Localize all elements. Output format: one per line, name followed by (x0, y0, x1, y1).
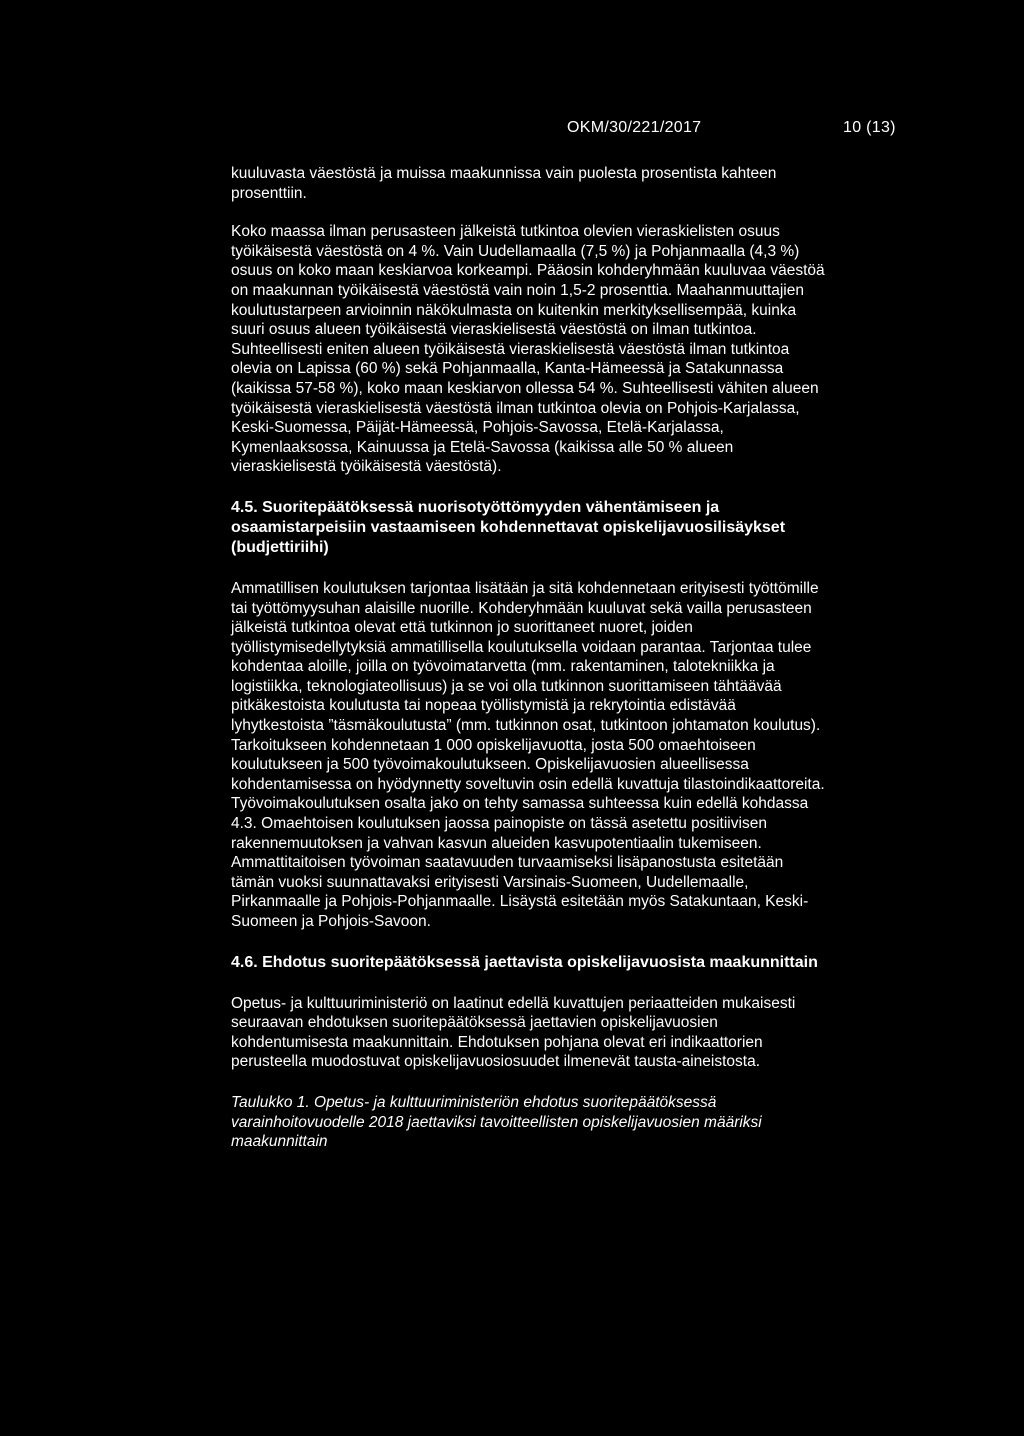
text-line: olevia on Lapissa (60 %) sekä Pohjanmaalla, Kanta-Hämeessä ja Satakunnassa (231, 360, 784, 378)
text-line: kohdentumisesta maakunnittain. Ehdotuksen pohjana olevat eri indikaattorien (231, 1033, 763, 1051)
text-line: työikäisestä vieraskielisestä väestöstä ilman tutkintoa olevia on Pohjois-Karjalassa, (231, 399, 800, 417)
text-line: logistiikka, teknologiateollisuus) ja se voi olla tutkinnon suorittamiseen tähtäävää (231, 677, 782, 695)
text-line: 4.3. Omaehtoisen koulutuksen jaossa painopiste on tässä asetettu positiivisen (231, 815, 767, 833)
text-line: Ammatillisen koulutuksen tarjontaa lisätään ja sitä kohdennetaan erityisesti työttömille (231, 579, 819, 597)
text-line: osuus on koko maan keskiarvoa korkeampi. Pääosin kohderyhmään kuuluvaa väestöä (231, 262, 825, 280)
text-line: Pirkanmaalle ja Pohjois-Pohjanmaalle. Lisäystä esitetään myös Satakuntaan, Keski- (231, 893, 809, 911)
text-line: (kaikissa 57-58 %), koko maan keskiarvon ollessa 54 %. Suhteellisesti vähiten alueen (231, 379, 819, 397)
section-heading-4-6 (231, 953, 931, 973)
document-body (231, 164, 931, 1152)
text-line: Työvoimakoulutuksen osalta jako on tehty samassa suhteessa kuin edellä kohdassa (231, 795, 809, 813)
heading-line: 4.6. Ehdotus suoritepäätöksessä jaettavista opiskelijavuosista maakunnittain (231, 953, 818, 971)
text-line: tai työttömyysuhan alaisille nuorille. Kohderyhmään kuuluvat sekä vailla perusasteen (231, 599, 812, 617)
text-line: Suhteellisesti eniten alueen työikäisestä vieraskielisestä väestöstä ilman tutkintoa (231, 340, 790, 358)
heading-line: 4.5. Suoritepäätöksessä nuorisotyöttömyyden vähentämiseen ja (231, 498, 720, 516)
caption-line: varainhoitovuodelle 2018 jaettaviksi tavoitteellisten opiskelijavuosien määriksi (231, 1113, 762, 1131)
text-line: tämän vuoksi suunnattavaksi erityisesti Varsinais-Suomeen, Uudellemaalle, (231, 873, 749, 891)
text-line: jälkeistä tutkintoa olevat että tutkinnon jo suorittaneet nuoret, joiden (231, 619, 693, 637)
text-line: kohdentamisessa on hyödynnetty soveltuvin osin edellä kuvattuja tilastoindikaattoreita. (231, 775, 825, 793)
text-line: Koko maassa ilman perusasteen jälkeistä tutkintoa olevien vieraskielisten osuus (231, 223, 780, 241)
text-line: Ammattitaitoisen työvoiman saatavuuden turvaamiseksi lisäpanostusta esitetään (231, 854, 784, 872)
text-line: perusteella muodostuvat opiskelijavuosiosuudet ilmenevät tausta-aineistosta. (231, 1053, 761, 1071)
text-line: työikäisestä väestöstä on 4 %. Vain Uudellamaalla (7,5 %) ja Pohjanmaalla (4,3 %) (231, 242, 800, 260)
text-line: pitkäkestoista koulutusta tai nopeaa työllistymistä ja rekrytointia edistävää (231, 697, 736, 715)
text-line: kohdentaa aloille, joilla on työvoimatarvetta (mm. rakentaminen, talotekniikka ja (231, 658, 775, 676)
paragraph-vocational-training (231, 579, 931, 932)
heading-line: osaamistarpeisiin vastaamiseen kohdennettavat opiskelijavuosilisäykset (231, 518, 786, 536)
text-line: rakennemuutoksen ja vahvan kasvun alueiden kasvupotentiaalin tukemiseen. (231, 834, 762, 852)
text-line: Opetus- ja kulttuuriministeriö on laatinut edellä kuvattujen periaatteiden mukaisesti (231, 994, 796, 1012)
paragraph-ministry-proposal (231, 994, 931, 1072)
paragraph-continuation (231, 164, 931, 203)
text-line: koulutustarpeen arvioinnin näkökulmasta on kuitenkin merkityksellisempää, kuinka (231, 301, 797, 319)
caption-line: maakunnittain (231, 1133, 328, 1151)
text-line: työllistymisedellytyksiä ammatillisella koulutuksella voidaan parantaa. Tarjontaa tulee (231, 638, 812, 656)
heading-line: (budjettiriihi) (231, 538, 329, 556)
page-number: 10 (13) (843, 119, 896, 136)
text-line: Kymenlaaksossa, Kainuussa ja Etelä-Savossa (kaikissa alle 50 % alueen (231, 438, 734, 456)
table-caption (231, 1093, 931, 1152)
section-heading-4-5 (231, 498, 931, 558)
text-line: lyhytkestoista ”täsmäkoulutusta” (mm. tutkinnon osat, tutkintoon johtamaton koulutus). (231, 717, 821, 735)
text-line: on maakunnan työikäisestä väestöstä vain noin 1,5-2 prosenttia. Maahanmuuttajien (231, 281, 804, 299)
text-line: suuri osuus alueen työikäisestä vieraskielisestä väestöstä on ilman tutkintoa. (231, 321, 757, 339)
caption-line: Taulukko 1. Opetus- ja kulttuuriministeriön ehdotus suoritepäätöksessä (231, 1093, 717, 1111)
text-line: vieraskielisestä työikäisestä väestöstä). (231, 458, 502, 476)
text-line: seuraavan ehdotuksen suoritepäätöksessä jaettavien opiskelijavuosien (231, 1014, 718, 1032)
text-line: koulutukseen ja 500 työvoimakoulutukseen. Opiskelijavuosien alueellisessa (231, 756, 749, 774)
text-line: Keski-Suomessa, Päijät-Hämeessä, Pohjois-Savossa, Etelä-Karjalassa, (231, 419, 724, 437)
text-line: Suomeen ja Pohjois-Savoon. (231, 913, 431, 930)
document-id: OKM/30/221/2017 (567, 119, 702, 136)
text-line: kuuluvasta väestöstä ja muissa maakunnissa vain puolesta prosentista kahteen (231, 165, 777, 182)
page-header (0, 118, 1024, 140)
text-line: prosenttiin. (231, 184, 307, 202)
paragraph-foreign-language-share (231, 222, 931, 477)
text-line: Tarkoitukseen kohdennetaan 1 000 opiskelijavuotta, josta 500 omaehtoiseen (231, 736, 756, 754)
